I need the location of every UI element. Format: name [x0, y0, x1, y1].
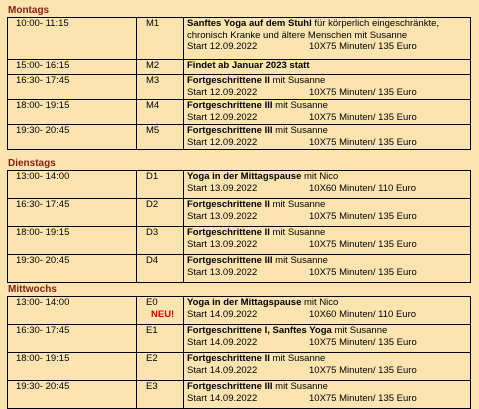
course-title-rest: mit Susanne: [272, 125, 328, 136]
price: 10X75 Minuten/ 135 Euro: [309, 266, 417, 278]
course-title-rest: für körperlich eingeschränkte,: [311, 18, 440, 29]
course-code: E3: [137, 381, 184, 409]
start-date: Start 12.09.2022: [187, 86, 258, 98]
start-date: Start 12.09.2022: [187, 136, 258, 148]
time-cell: 18:00- 19:15: [8, 353, 137, 381]
table-row: [8, 353, 471, 381]
table-row: [8, 297, 471, 325]
course-description: [184, 18, 471, 60]
start-date: Start 14.09.2022: [187, 308, 258, 320]
time-cell: 13:00- 14:00: [8, 171, 137, 199]
price: 10X75 Minuten/ 135 Euro: [309, 336, 417, 348]
course-title-rest: mit Susanne: [269, 353, 326, 364]
course-title: Fortgeschrittene II: [187, 227, 270, 238]
time-cell: 19:30- 20:45: [8, 125, 137, 150]
time-cell: 15:00- 16:15: [8, 60, 137, 75]
table-row: [8, 255, 471, 283]
day-heading-montags: Montags: [8, 5, 50, 16]
start-date: Start 13.09.2022: [187, 210, 258, 222]
course-title-rest: mit Susanne: [272, 381, 328, 392]
start-date: Start 13.09.2022: [187, 266, 258, 278]
course-title: Fortgeschrittene I, Sanftes Yoga: [187, 325, 332, 336]
time-cell: 19:30- 20:45: [8, 255, 137, 283]
start-date: Start 12.09.2022: [187, 111, 258, 123]
course-title: Fortgeschrittene II: [187, 199, 270, 210]
course-title: Fortgeschrittene III: [187, 125, 273, 136]
course-description: [184, 227, 471, 255]
time-cell: 16:30- 17:45: [8, 325, 137, 353]
course-title: Fortgeschrittene II: [187, 353, 270, 364]
table-row: [8, 325, 471, 353]
course-description: [184, 75, 471, 100]
time-cell: 19:30- 20:45: [8, 381, 137, 409]
start-date: Start 13.09.2022: [187, 238, 258, 250]
course-description: [184, 255, 471, 283]
time-cell: 16:30- 17:45: [8, 199, 137, 227]
course-code: M3: [137, 75, 184, 100]
price: 10X60 Minuten/ 110 Euro: [309, 308, 417, 320]
course-title: Yoga in der Mittagspause: [187, 297, 302, 308]
table-row: [8, 60, 471, 75]
schedule-table-montags: [7, 17, 471, 150]
price: 10X75 Minuten/ 135 Euro: [309, 364, 417, 376]
course-code: E0: [146, 297, 158, 308]
schedule-table-mittwochs: [7, 296, 471, 409]
table-row: [8, 171, 471, 199]
price: 10X75 Minuten/ 135 Euro: [309, 86, 417, 98]
price: 10X75 Minuten/ 135 Euro: [309, 238, 417, 250]
course-description: [184, 297, 471, 325]
course-title: Fortgeschrittene III: [187, 100, 273, 111]
course-code: E2: [137, 353, 184, 381]
time-cell: 16:30- 17:45: [8, 75, 137, 100]
course-title-rest: mit Susanne: [272, 100, 328, 111]
course-description: [184, 100, 471, 125]
course-title-line-2: chronisch Kranke und ältere Menschen mit Susanne: [187, 29, 408, 41]
start-date: Start 14.09.2022: [187, 392, 258, 404]
course-title: Findet ab Januar 2023 statt: [187, 60, 310, 71]
time-cell: 13:00- 14:00: [8, 297, 137, 325]
start-date: Start 14.09.2022: [187, 336, 258, 348]
start-date: Start 13.09.2022: [187, 182, 258, 194]
course-description: [184, 125, 471, 150]
course-description: [184, 353, 471, 381]
course-title: Fortgeschrittene III: [187, 255, 273, 266]
course-title: Fortgeschrittene III: [187, 381, 273, 392]
course-code: E1: [137, 325, 184, 353]
course-code: D2: [137, 199, 184, 227]
start-date: Start 14.09.2022: [187, 364, 258, 376]
course-code: D3: [137, 227, 184, 255]
course-description: [184, 171, 471, 199]
price: 10X75 Minuten/ 135 Euro: [309, 392, 417, 404]
time-cell: 10:00- 11:15: [8, 18, 137, 60]
course-code: D4: [137, 255, 184, 283]
course-description: [184, 60, 471, 75]
table-row: [8, 18, 471, 60]
course-title-rest: mit Susanne: [269, 75, 326, 86]
course-code: M5: [137, 125, 184, 150]
table-row: [8, 100, 471, 125]
price: 10X75 Minuten/ 135 Euro: [309, 136, 417, 148]
course-title-rest: mit Nico: [301, 297, 339, 308]
table-row: [8, 75, 471, 100]
course-code: D1: [137, 171, 184, 199]
course-description: [184, 381, 471, 409]
table-row: [8, 227, 471, 255]
course-title: Sanftes Yoga auf dem Stuhl: [187, 18, 312, 29]
course-code: M1: [137, 18, 184, 60]
table-row: [8, 199, 471, 227]
table-row: [8, 125, 471, 150]
course-code: M2: [137, 60, 184, 75]
course-description: [184, 325, 471, 353]
new-badge: NEU!: [151, 308, 175, 320]
time-cell: 18:00- 19:15: [8, 100, 137, 125]
schedule-table-dienstags: [7, 170, 471, 283]
course-title-rest: mit Susanne: [269, 227, 326, 238]
course-title: Yoga in der Mittagspause: [187, 171, 302, 182]
table-row: [8, 381, 471, 409]
time-cell: 18:00- 19:15: [8, 227, 137, 255]
course-title: Fortgeschrittene II: [187, 75, 270, 86]
course-description: [184, 199, 471, 227]
start-date: Start 12.09.2022: [187, 41, 258, 52]
course-code-cell: [137, 297, 184, 325]
price: 10X75 Minuten/ 135 Euro: [309, 41, 417, 52]
day-heading-mittwochs: Mittwochs: [8, 284, 57, 295]
price: 10X75 Minuten/ 135 Euro: [309, 210, 417, 222]
course-title-rest: mit Nico: [301, 171, 339, 182]
course-title-rest: mit Susanne: [331, 325, 388, 336]
course-title-rest: mit Susanne: [272, 255, 328, 266]
price: 10X75 Minuten/ 135 Euro: [309, 111, 417, 123]
day-heading-dienstags: Dienstags: [8, 158, 56, 169]
course-title-rest: mit Susanne: [269, 199, 326, 210]
course-code: M4: [137, 100, 184, 125]
price: 10X60 Minuten/ 110 Euro: [309, 182, 417, 194]
